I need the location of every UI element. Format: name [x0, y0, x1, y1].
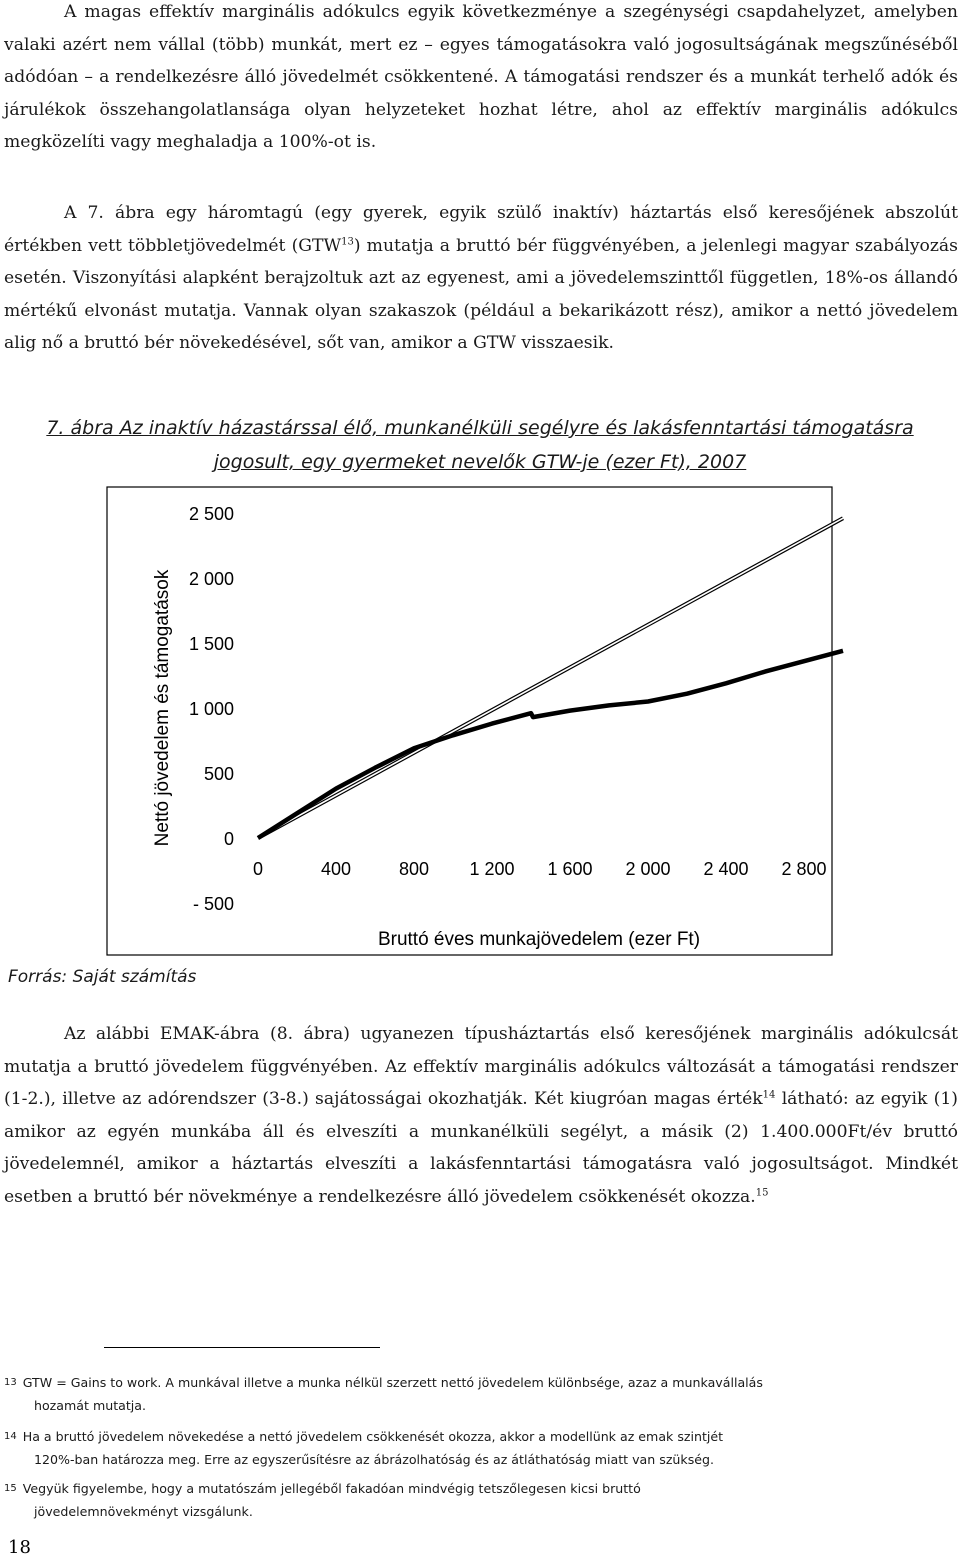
paragraph-text: ) mutatja a bruttó bér függvényében, a jelenlegi magyar szabályozás esetén. Viszonyítási alapként berajzoltuk azt az egyenest, ami a jövedelemszinttől független, 18%-os állandó mértékű elvonást mutatja. Vannak olyan szakaszok (például a bekarikázott rész), amikor a nettó jövedelem alig nő a bruttó bér növekedésével, sőt van, amikor a GTW visszaesik. — [4, 235, 958, 353]
gtw-line-chart — [0, 480, 960, 960]
paragraph-text: látható: az egyik (1) amikor az egyén munkába áll és elveszíti a munkanélküli segélyt, a másik (2) 1.400.000Ft/év bruttó jövedelemnél, amikor a háztartás elveszíti a lakásfenntartási támogatásra való jogosultságot. Mindkét esetben a bruttó bér növekménye a rendelkezésre álló jövedelem csökkenését okozza. — [4, 1089, 958, 1207]
y-tick-label: 1 000 — [188, 699, 234, 719]
footnote-text: GTW = Gains to work. A munkával illetve a munka nélkül szerzett nettó jövedelem különbsége, azaz a munkavállalás — [22, 1375, 763, 1390]
footnote-ref[interactable]: 15 — [755, 1186, 769, 1198]
y-axis-label: Nettó jövedelem és támogatások — [152, 569, 173, 847]
footnote-number: 14 — [4, 1431, 17, 1442]
footnote-ref[interactable]: 14 — [762, 1089, 776, 1101]
caption-line-2: jogosult, egy gyermeket nevelők GTW-je (ezer Ft), 2007 — [213, 451, 747, 473]
footnote-text: 120%-ban határozza meg. Erre az egyszerűsítésre az ábrázolhatóság és az átláthatóság miatt van szükség. — [34, 1452, 715, 1467]
y-tick-label: - 500 — [192, 894, 234, 914]
x-tick-label: 2 000 — [625, 859, 671, 879]
y-tick-label: 1 500 — [188, 634, 234, 654]
series-layer — [258, 518, 843, 838]
footnote-15 — [4, 1477, 958, 1523]
y-tick-label: 2 500 — [188, 504, 234, 524]
x-tick-label: 400 — [320, 859, 352, 879]
footnote-13 — [4, 1371, 958, 1417]
figure-caption — [0, 411, 960, 479]
x-tick-labels — [253, 859, 827, 879]
x-tick-label: 1 600 — [547, 859, 593, 879]
caption-line-1: 7. ábra Az inaktív házastárssal élő, munkanélküli segélyre és lakásfenntartási támogatásra — [46, 417, 914, 439]
paragraph-intro: A magas effektív marginális adókulcs egyik következménye a szegénységi csapdahelyzet, amelyben valaki azért nem vállal (több) munkát, mert ez – egyes támogatásokra való jogosultságának megszűnéséből adódóan – a rendelkezésre álló jövedelmét csökkentené. A támogatási rendszer és a munkát terhelő adók és járulékok összehangolatlansága olyan helyzeteket hozhat létre, ahol az effektív marginális adókulcs megközelíti vagy meghaladja a 100%-ot is. — [4, 2, 958, 152]
x-tick-label: 2 400 — [703, 859, 749, 879]
paragraph-figure-description — [4, 197, 958, 360]
y-tick-label: 2 000 — [188, 569, 234, 589]
x-tick-label: 0 — [252, 859, 264, 879]
series-line-reference — [258, 518, 843, 838]
footnote-14 — [4, 1425, 958, 1471]
x-axis-label: Bruttó éves munkajövedelem (ezer Ft) — [377, 929, 701, 950]
x-tick-label: 800 — [398, 859, 430, 879]
page-number: 18 — [8, 1537, 31, 1558]
y-tick-label: 500 — [203, 764, 234, 784]
paragraph-emak — [4, 1018, 958, 1213]
figure-source: Forrás: Saját számítás — [8, 967, 197, 987]
footnote-text: Vegyük figyelembe, hogy a mutatószám jellegéből fakadóan mindvégig tetszőlegesen kicsi bruttó — [22, 1481, 641, 1496]
footnote-text: hozamát mutatja. — [34, 1398, 147, 1413]
footnote-number: 13 — [4, 1377, 17, 1388]
y-tick-labels — [189, 504, 234, 914]
paragraph-text: A 7. ábra egy háromtagú (egy gyerek, egyik szülő inaktív) háztartás első keresőjének abszolút értékben vett többletjövedelmét (GTW — [4, 203, 958, 256]
footnote-text: Ha a bruttó jövedelem növekedése a nettó jövedelem csökkenését okozza, akkor a modellünk az emak szintjét — [22, 1429, 724, 1444]
y-tick-label: 0 — [223, 829, 234, 849]
x-tick-label: 2 800 — [781, 859, 827, 879]
footnote-text: jövedelemnövekményt vizsgálunk. — [34, 1504, 253, 1519]
footnote-ref[interactable]: 13 — [341, 235, 354, 247]
footnote-separator — [104, 1347, 380, 1348]
footnote-number: 15 — [4, 1483, 17, 1494]
x-tick-label: 1 200 — [469, 859, 515, 879]
paragraph-text: Az alábbi EMAK-ábra (8. ábra) ugyanezen típusháztartás első keresőjének marginális adókulcsát mutatja a bruttó jövedelem függvényében. Az effektív marginális adókulcs változását a támogatási rendszer (1-2.), illetve az adórendszer (3-8.) sajátosságai okozhatják. Két kiugróan magas érték — [4, 1024, 958, 1109]
